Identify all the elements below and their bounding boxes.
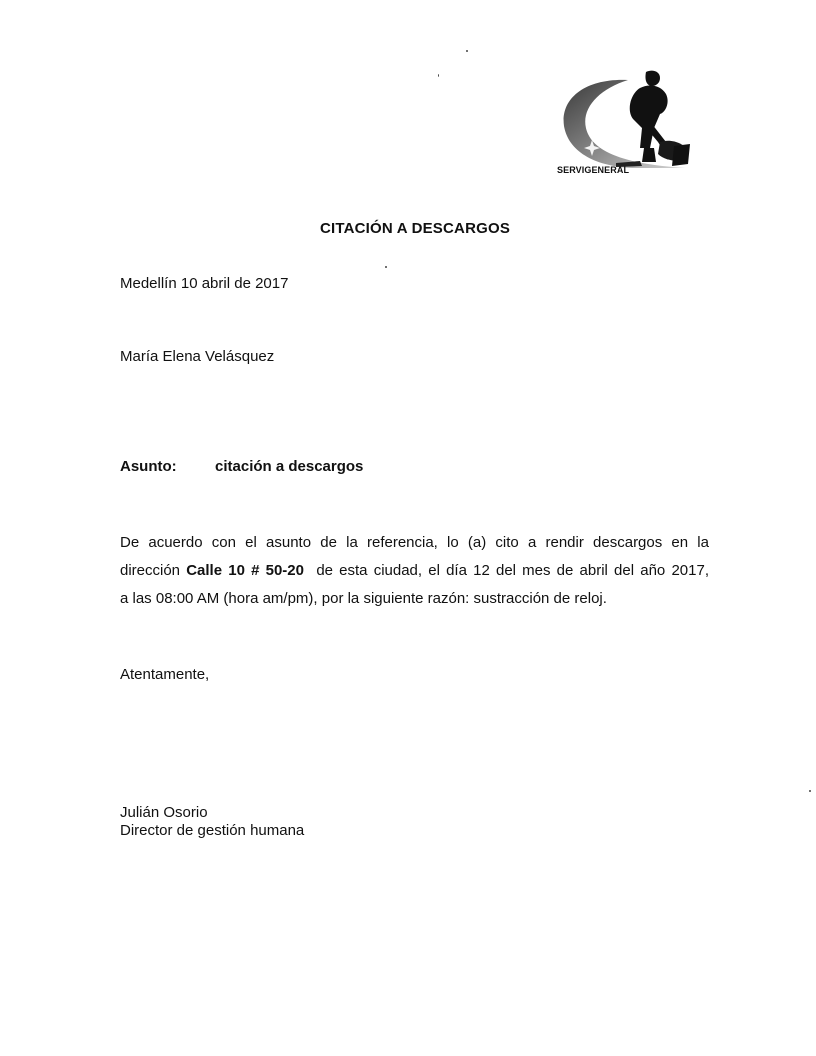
signer-name: Julián Osorio <box>120 804 208 821</box>
date-line: Medellín 10 abril de 2017 <box>120 275 289 292</box>
subject-line <box>120 458 363 475</box>
subject-value: citación a descargos <box>215 458 364 475</box>
company-logo <box>556 68 706 180</box>
logo-wordmark: SERVIGENERAL <box>557 165 630 175</box>
letter-title: CITACIÓN A DESCARGOS <box>319 220 511 237</box>
closing-line: Atentamente, <box>120 666 210 683</box>
body-line-1: De acuerdo con el asunto de la referencia, lo (a) cito a rendir descargos en la <box>120 534 709 551</box>
body-line-2-suffix: de esta ciudad, el día 12 del mes de abril del año 2017, <box>303 562 709 579</box>
subject-label: Asunto: <box>120 458 177 475</box>
scan-speck <box>466 50 468 52</box>
recipient-name: María Elena Velásquez <box>120 348 275 365</box>
worker-logo-graphic <box>556 68 706 180</box>
signer-title: Director de gestión humana <box>120 822 305 839</box>
scan-speck <box>385 266 387 268</box>
scan-speck <box>809 790 811 792</box>
scan-speck <box>438 74 439 77</box>
letter-body <box>120 529 709 613</box>
body-line-3: a las 08:00 AM (hora am/pm), por la siguiente razón: sustracción de reloj. <box>120 590 607 607</box>
body-line-2-prefix: dirección <box>120 562 187 579</box>
address-text: Calle 10 # 50-20 <box>186 562 304 579</box>
body-line-2 <box>120 557 709 585</box>
